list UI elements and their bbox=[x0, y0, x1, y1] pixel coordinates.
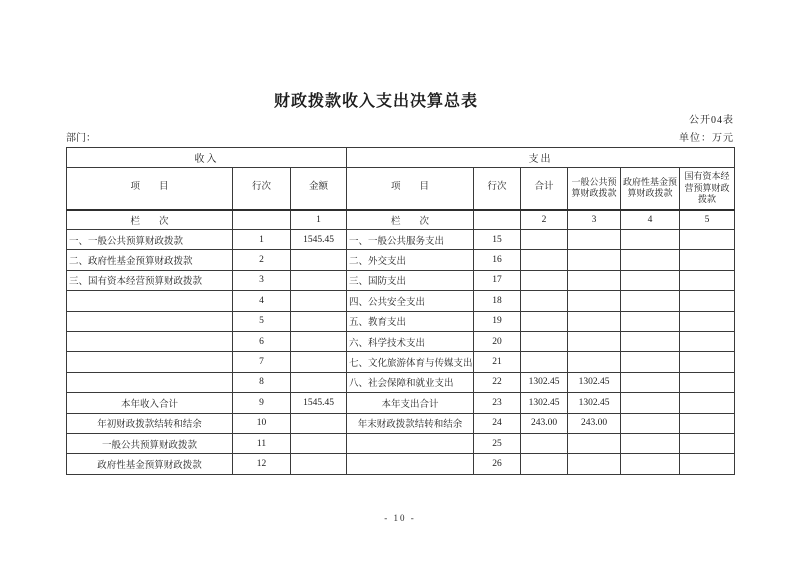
col-header-state-capital: 国有资本经营预算财政拨款 bbox=[680, 168, 735, 210]
index-state-capital: 5 bbox=[680, 210, 735, 230]
col-header-expense-line: 行次 bbox=[474, 168, 521, 210]
expense-state-capital-cell bbox=[680, 331, 735, 351]
expense-line-cell: 26 bbox=[474, 454, 521, 474]
expense-general-cell bbox=[568, 433, 621, 453]
department-label: 部门： bbox=[66, 133, 96, 144]
table-row bbox=[67, 270, 735, 290]
expense-general-cell: 1302.45 bbox=[568, 393, 621, 413]
expense-total-cell bbox=[521, 433, 568, 453]
income-line-cell: 2 bbox=[233, 250, 291, 270]
expense-line-cell: 15 bbox=[474, 230, 521, 250]
table-number: 公开04表 bbox=[689, 115, 734, 126]
expense-item-cell: 本年支出合计 bbox=[347, 393, 474, 413]
expense-gov-fund-cell bbox=[621, 311, 680, 331]
index-line-expense bbox=[474, 210, 521, 230]
expense-total-cell: 1302.45 bbox=[521, 393, 568, 413]
expense-line-cell: 23 bbox=[474, 393, 521, 413]
expense-total-cell bbox=[521, 454, 568, 474]
expense-state-capital-cell bbox=[680, 413, 735, 433]
expense-gov-fund-cell bbox=[621, 433, 680, 453]
expense-line-cell: 24 bbox=[474, 413, 521, 433]
income-amount-cell bbox=[291, 311, 347, 331]
expense-total-cell bbox=[521, 352, 568, 372]
expense-total-cell bbox=[521, 331, 568, 351]
income-amount-cell bbox=[291, 250, 347, 270]
income-line-cell: 11 bbox=[233, 433, 291, 453]
income-amount-cell: 1545.45 bbox=[291, 393, 347, 413]
page-title: 财政拨款收入支出决算总表 bbox=[273, 93, 478, 110]
expense-gov-fund-cell bbox=[621, 250, 680, 270]
income-item-cell: 政府性基金预算财政拨款 bbox=[67, 454, 233, 474]
expense-state-capital-cell bbox=[680, 291, 735, 311]
income-section-header: 收入 bbox=[67, 148, 347, 168]
expense-general-cell: 243.00 bbox=[568, 413, 621, 433]
expense-line-cell: 21 bbox=[474, 352, 521, 372]
income-item-cell bbox=[67, 352, 233, 372]
col-header-income-line: 行次 bbox=[233, 168, 291, 210]
expense-total-cell bbox=[521, 291, 568, 311]
income-amount-cell bbox=[291, 433, 347, 453]
expense-general-cell bbox=[568, 291, 621, 311]
expense-item-cell: 四、公共安全支出 bbox=[347, 291, 474, 311]
income-line-cell: 6 bbox=[233, 331, 291, 351]
expense-state-capital-cell bbox=[680, 270, 735, 290]
expense-gov-fund-cell bbox=[621, 393, 680, 413]
table-row bbox=[67, 433, 735, 453]
table-row bbox=[67, 372, 735, 392]
income-line-cell: 9 bbox=[233, 393, 291, 413]
income-line-cell: 5 bbox=[233, 311, 291, 331]
expense-item-cell: 年末财政拨款结转和结余 bbox=[347, 413, 474, 433]
income-amount-cell bbox=[291, 454, 347, 474]
col-header-expense-item: 项 目 bbox=[347, 168, 474, 210]
income-line-cell: 3 bbox=[233, 270, 291, 290]
expense-general-cell: 1302.45 bbox=[568, 372, 621, 392]
index-total: 2 bbox=[521, 210, 568, 230]
index-general: 3 bbox=[568, 210, 621, 230]
table-row bbox=[67, 393, 735, 413]
expense-line-cell: 18 bbox=[474, 291, 521, 311]
expense-item-cell: 三、国防支出 bbox=[347, 270, 474, 290]
expense-line-cell: 22 bbox=[474, 372, 521, 392]
expense-item-cell bbox=[347, 454, 474, 474]
fiscal-summary-table bbox=[66, 147, 735, 475]
page-number: - 10 - bbox=[384, 513, 416, 523]
column-header-row bbox=[67, 168, 735, 210]
expense-item-cell bbox=[347, 433, 474, 453]
index-line-income bbox=[233, 210, 291, 230]
expense-state-capital-cell bbox=[680, 433, 735, 453]
expense-total-cell: 1302.45 bbox=[521, 372, 568, 392]
table-row bbox=[67, 230, 735, 250]
income-amount-cell bbox=[291, 372, 347, 392]
income-item-cell bbox=[67, 291, 233, 311]
income-line-cell: 1 bbox=[233, 230, 291, 250]
col-header-amount: 金额 bbox=[291, 168, 347, 210]
income-line-cell: 10 bbox=[233, 413, 291, 433]
col-header-total: 合计 bbox=[521, 168, 568, 210]
income-amount-cell bbox=[291, 413, 347, 433]
expense-total-cell bbox=[521, 230, 568, 250]
income-item-cell: 年初财政拨款结转和结余 bbox=[67, 413, 233, 433]
expense-gov-fund-cell bbox=[621, 352, 680, 372]
expense-line-cell: 25 bbox=[474, 433, 521, 453]
expense-state-capital-cell bbox=[680, 311, 735, 331]
expense-state-capital-cell bbox=[680, 454, 735, 474]
col-header-general-budget: 一般公共预算财政拨款 bbox=[568, 168, 621, 210]
expense-item-cell: 一、一般公共服务支出 bbox=[347, 230, 474, 250]
expense-total-cell bbox=[521, 270, 568, 290]
income-item-cell bbox=[67, 331, 233, 351]
income-line-cell: 4 bbox=[233, 291, 291, 311]
expense-state-capital-cell bbox=[680, 372, 735, 392]
income-item-cell: 一般公共预算财政拨款 bbox=[67, 433, 233, 453]
index-row bbox=[67, 210, 735, 230]
income-line-cell: 7 bbox=[233, 352, 291, 372]
expense-line-cell: 17 bbox=[474, 270, 521, 290]
expense-total-cell: 243.00 bbox=[521, 413, 568, 433]
expense-general-cell bbox=[568, 454, 621, 474]
income-item-cell: 一、一般公共预算财政拨款 bbox=[67, 230, 233, 250]
table-row bbox=[67, 454, 735, 474]
expense-item-cell: 八、社会保障和就业支出 bbox=[347, 372, 474, 392]
table-row bbox=[67, 352, 735, 372]
table-body bbox=[67, 230, 735, 475]
income-amount-cell: 1545.45 bbox=[291, 230, 347, 250]
expense-line-cell: 19 bbox=[474, 311, 521, 331]
expense-item-cell: 七、文化旅游体育与传媒支出 bbox=[347, 352, 474, 372]
expense-total-cell bbox=[521, 250, 568, 270]
expense-state-capital-cell bbox=[680, 393, 735, 413]
income-line-cell: 12 bbox=[233, 454, 291, 474]
table-row bbox=[67, 311, 735, 331]
expense-gov-fund-cell bbox=[621, 270, 680, 290]
income-line-cell: 8 bbox=[233, 372, 291, 392]
expense-total-cell bbox=[521, 311, 568, 331]
income-item-cell: 三、国有资本经营预算财政拨款 bbox=[67, 270, 233, 290]
expense-gov-fund-cell bbox=[621, 331, 680, 351]
expense-general-cell bbox=[568, 311, 621, 331]
expense-state-capital-cell bbox=[680, 230, 735, 250]
income-item-cell: 本年收入合计 bbox=[67, 393, 233, 413]
table-row bbox=[67, 250, 735, 270]
section-header-row bbox=[67, 148, 735, 168]
income-amount-cell bbox=[291, 291, 347, 311]
expense-gov-fund-cell bbox=[621, 291, 680, 311]
expense-general-cell bbox=[568, 270, 621, 290]
income-item-cell: 二、政府性基金预算财政拨款 bbox=[67, 250, 233, 270]
col-header-gov-fund: 政府性基金预算财政拨款 bbox=[621, 168, 680, 210]
col-header-income-item: 项 目 bbox=[67, 168, 233, 210]
index-label-income: 栏 次 bbox=[67, 210, 233, 230]
expense-state-capital-cell bbox=[680, 352, 735, 372]
expense-gov-fund-cell bbox=[621, 454, 680, 474]
index-gov-fund: 4 bbox=[621, 210, 680, 230]
index-amount: 1 bbox=[291, 210, 347, 230]
income-item-cell bbox=[67, 311, 233, 331]
expense-gov-fund-cell bbox=[621, 413, 680, 433]
expense-line-cell: 16 bbox=[474, 250, 521, 270]
expense-general-cell bbox=[568, 331, 621, 351]
expense-section-header: 支出 bbox=[347, 148, 735, 168]
income-amount-cell bbox=[291, 270, 347, 290]
expense-item-cell: 六、科学技术支出 bbox=[347, 331, 474, 351]
expense-state-capital-cell bbox=[680, 250, 735, 270]
meta-line bbox=[66, 129, 734, 144]
expense-general-cell bbox=[568, 230, 621, 250]
expense-item-cell: 五、教育支出 bbox=[347, 311, 474, 331]
income-amount-cell bbox=[291, 352, 347, 372]
expense-item-cell: 二、外交支出 bbox=[347, 250, 474, 270]
unit-label: 单位：万元 bbox=[679, 133, 734, 144]
expense-general-cell bbox=[568, 250, 621, 270]
index-label-expense: 栏 次 bbox=[347, 210, 474, 230]
expense-gov-fund-cell bbox=[621, 230, 680, 250]
table-row bbox=[67, 413, 735, 433]
expense-line-cell: 20 bbox=[474, 331, 521, 351]
expense-gov-fund-cell bbox=[621, 372, 680, 392]
income-amount-cell bbox=[291, 331, 347, 351]
expense-general-cell bbox=[568, 352, 621, 372]
table-row bbox=[67, 331, 735, 351]
table-row bbox=[67, 291, 735, 311]
income-item-cell bbox=[67, 372, 233, 392]
